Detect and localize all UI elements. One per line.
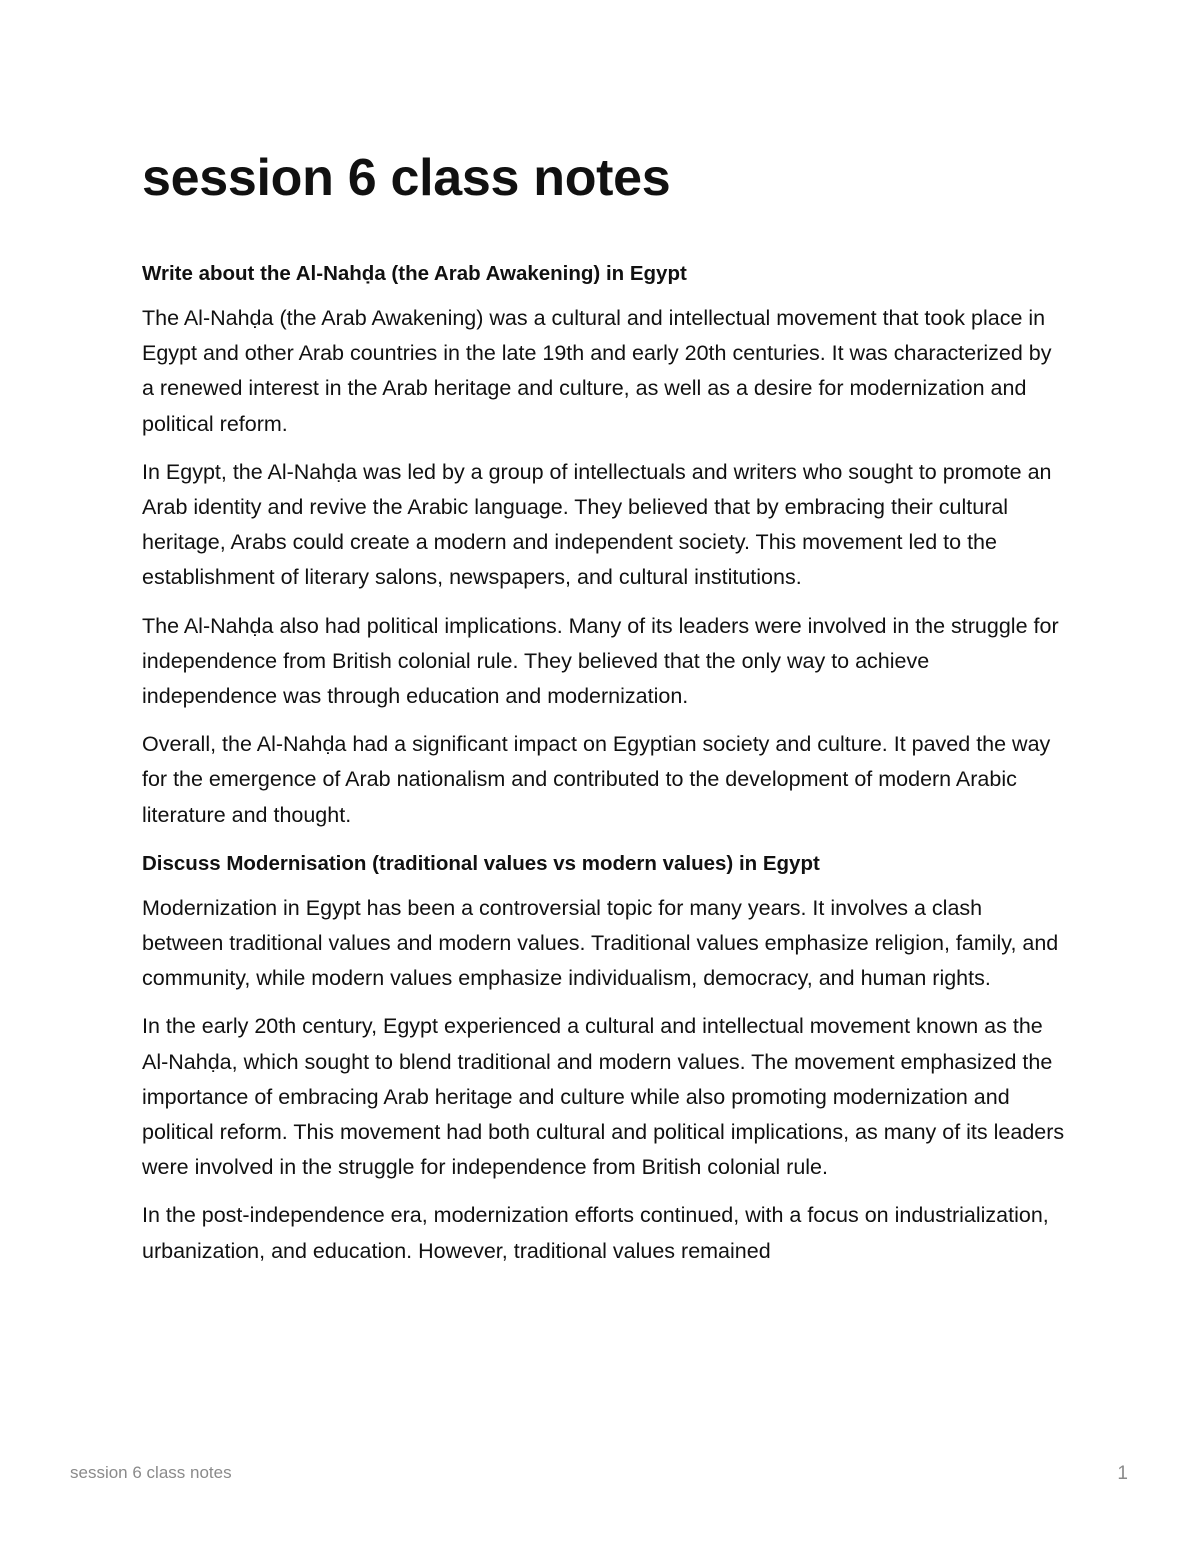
section-heading: Discuss Modernisation (traditional values vs modern values) in Egypt [142, 851, 820, 875]
paragraph: Overall, the Al-Nahḍa had a significant impact on Egyptian society and culture. It paved the way for the emergence of Arab nationalism and contributed to the development of modern Arabic literature and thought. [142, 732, 1051, 827]
paragraph: The Al-Nahḍa also had political implications. Many of its leaders were involved in the struggle for independence from British colonial rule. They believed that the only way to achieve independence was through education and modernization. [142, 613, 1059, 709]
paragraph: In the early 20th century, Egypt experienced a cultural and intellectual movement known as the Al-Nahḍa, which sought to blend traditional and modern values. The movement emphasized the importance of embracing Arab heritage and culture while also promoting modernization and political reform. This movement had both cultural and political implications, as many of its leaders were involved in the struggle for independence from British colonial rule. [142, 1014, 1065, 1180]
page-footer [70, 1463, 1130, 1493]
paragraph: The Al-Nahḍa (the Arab Awakening) was a cultural and intellectual movement that took place in Egypt and other Arab countries in the late 19th and early 20th centuries. It was characterized by a renewed interest in the Arab heritage and culture, as well as a desire for modernization and political reform. [142, 306, 1052, 436]
paragraph: In the post-independence era, modernization efforts continued, with a focus on industrialization, urbanization, and education. However, traditional values remained [142, 1203, 1049, 1263]
section-modernisation [142, 846, 1067, 1269]
document-title: session 6 class notes [142, 149, 671, 207]
paragraph: Modernization in Egypt has been a controversial topic for many years. It involves a clash between traditional values and modern values. Traditional values emphasize religion, family, and community, while modern values emphasize individualism, democracy, and human rights. [142, 895, 1059, 991]
paragraph: In Egypt, the Al-Nahḍa was led by a group of intellectuals and writers who sought to promote an Arab identity and revive the Arabic language. They believed that by embracing their cultural heritage, Arabs could create a modern and independent society. This movement led to the establishment of literary salons, newspapers, and cultural institutions. [142, 459, 1052, 590]
footer-page-number: 1 [1117, 1463, 1128, 1484]
document-content [142, 142, 1067, 1282]
section-al-nahda [142, 256, 1067, 833]
section-heading: Write about the Al-Nahḍa (the Arab Awakening) in Egypt [142, 262, 687, 285]
footer-title: session 6 class notes [70, 1463, 232, 1482]
